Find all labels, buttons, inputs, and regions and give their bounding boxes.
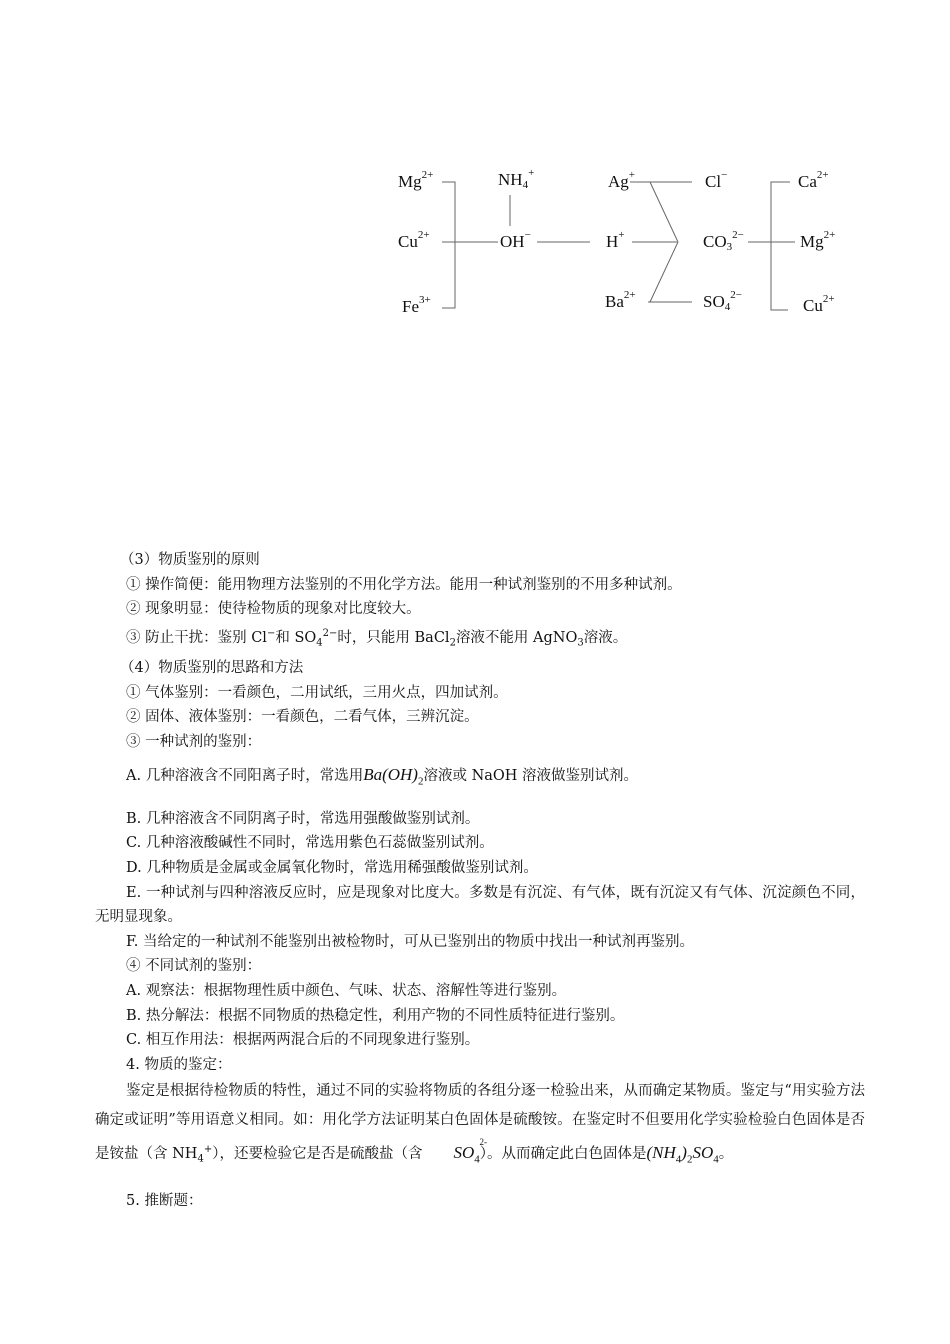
- reagent-item-d: D. 几种物质是金属或金属氧化物时，常选用稀强酸做鉴别试剂。: [126, 860, 538, 877]
- reagent-item-a: A. 几种溶液含不同阳离子时，常选用$Ba(OH)_2$溶液或 NaOH 溶液做鉴别试剂。: [126, 765, 639, 788]
- ion-cl: Cl−: [705, 169, 728, 191]
- determination-paragraph: 鉴定是根据待检物质的特性，通过不同的实验将物质的各组分逐一检验出来，从而确定某物质。鉴定与“用实验方法确定或证明”等用语意义相同。如：用化学方法证明某白色固体是硫酸铵。在鉴定时不但要用化学实验检验白色固体是否是铵盐（含 $NH_4^+$），还要检验它是否是硫酸盐（含 $SO_4$ 2- ）。从而确定此白色固体是$(NH_4)_2SO_4$。: [95, 1077, 865, 1174]
- heading-inference: 5. 推断题：: [126, 1192, 203, 1209]
- heading-identification-methods: （4）物质鉴别的思路和方法: [120, 660, 304, 677]
- ion-nh4: $NH_4^+$: [498, 167, 535, 191]
- ion-ag: Ag+: [608, 169, 635, 191]
- ion-reaction-diagram: [390, 160, 860, 330]
- method-one-reagent: ③ 一种试剂的鉴别：: [126, 733, 262, 750]
- principle-simple: ① 操作简便：能用物理方法鉴别的不用化学方法。能用一种试剂鉴别的不用多种试剂。: [126, 576, 682, 593]
- heading-substance-determination: 4. 物质的鉴定：: [126, 1056, 232, 1073]
- ion-ca: $Ca^{2+}$: [798, 169, 829, 191]
- principle-obvious: ② 现象明显：使待检物质的现象对比度较大。: [126, 601, 421, 618]
- method-different-reagents: ④ 不同试剂的鉴别：: [126, 958, 262, 975]
- principle-no-interference: ③ 防止干扰：鉴别 Cl−和 $SO_4^{2-}$时，只能用 BaCl$_2$溶液不能用 AgNO$_3$溶液。: [126, 627, 628, 649]
- method-solid-liquid: ② 固体、液体鉴别：一看颜色，二看气体，三辨沉淀。: [126, 709, 479, 726]
- body-text: [95, 548, 865, 1213]
- ion-cu-left: $Cu^{2+}$: [398, 229, 430, 251]
- bracket-cations-left: [442, 182, 455, 308]
- method-gas: ① 气体鉴别：一看颜色，二用试纸，三用火点，四加试剂。: [126, 684, 508, 701]
- reagent-item-e: E. 一种试剂与四种溶液反应时，应是现象对比度大。多数是有沉淀、有气体，既有沉淀又有气体、沉淀颜色不同，无明显现象。: [95, 884, 865, 926]
- reagent-item-c: C. 几种溶液酸碱性不同时，常选用紫色石蕊做鉴别试剂。: [126, 835, 494, 852]
- ion-co3: $CO_3^{2-}$: [703, 229, 744, 253]
- method-interaction: C. 相互作用法：根据两两混合后的不同现象进行鉴别。: [126, 1032, 480, 1049]
- ion-fe: $Fe^{3+}$: [402, 294, 431, 316]
- formula-ammonium-sulfate: $(NH_4)_2SO_4$: [646, 1143, 719, 1166]
- formula-baoh2: $Ba(OH)_2$: [363, 765, 424, 788]
- method-observation: A. 观察法：根据物理性质中颜色、气味、状态、溶解性等进行鉴别。: [126, 983, 567, 1000]
- method-thermal: B. 热分解法：根据不同物质的热稳定性，利用产物的不同性质特征进行鉴别。: [126, 1007, 625, 1024]
- ion-h: H+: [606, 229, 625, 251]
- reagent-item-b: B. 几种溶液含不同阴离子时，常选用强酸做鉴别试剂。: [126, 810, 480, 827]
- heading-identification-principles: （3）物质鉴别的原则: [120, 552, 260, 568]
- ion-so4: $SO_4^{2-}$: [703, 289, 742, 313]
- bracket-cations-right: [771, 182, 790, 310]
- ion-mg-left: $Mg^{2+}$: [398, 169, 434, 191]
- ion-oh: OH−: [500, 229, 531, 251]
- ion-cu-right: $Cu^{2+}$: [803, 293, 835, 315]
- formula-so4: $SO_4$ 2-: [453, 1137, 487, 1166]
- ion-ba: $Ba^{2+}$: [605, 289, 636, 311]
- ion-mg-right: $Mg^{2+}$: [800, 229, 836, 251]
- reagent-item-f: F. 当给定的一种试剂不能鉴别出被检物时，可从已鉴别出的物质中找出一种试剂再鉴别。: [126, 933, 695, 950]
